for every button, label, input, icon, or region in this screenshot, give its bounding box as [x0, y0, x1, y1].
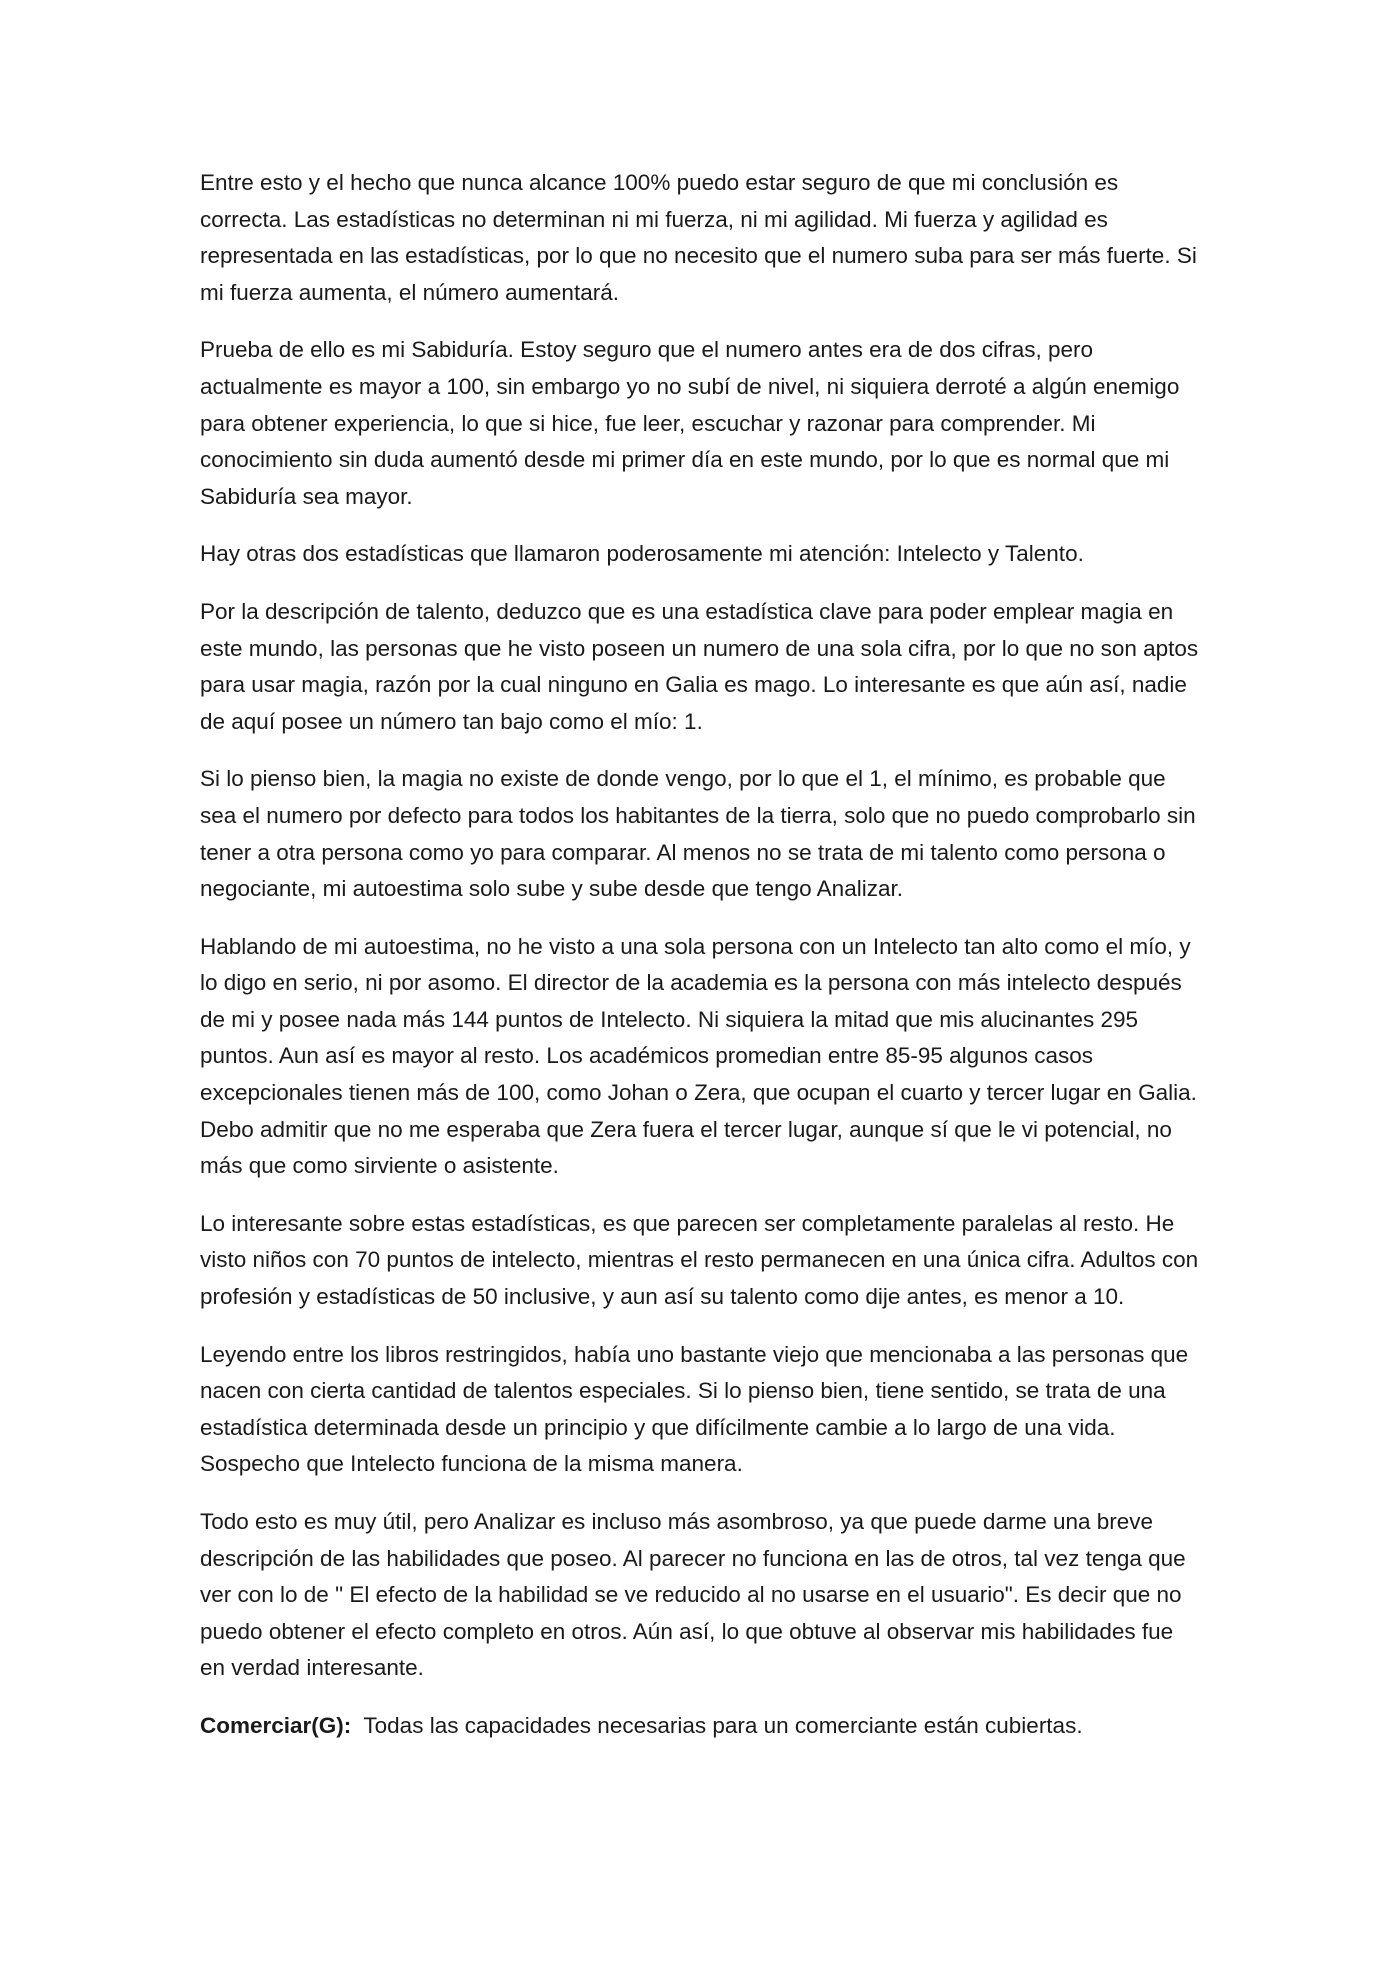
paragraph-5: Si lo pienso bien, la magia no existe de donde vengo, por lo que el 1, el mínimo, es probable que sea el numero por defecto para todos los habitantes de la tierra, solo que no puedo comprobarlo sin tener a otra persona como yo para comparar. Al menos no se trata de mi talento como persona o negociante, mi autoestima solo sube y sube desde que tengo Analizar.: [200, 766, 1196, 902]
paragraph-9: Todo esto es muy útil, pero Analizar es incluso más asombroso, ya que puede darme una breve descripción de las habilidades que poseo. Al parecer no funciona en las de otros, tal vez tenga que ver con lo de " El efecto de la habilidad se ve reducido al no usarse en el usuario". Es decir que no puedo obtener el efecto completo en otros. Aún así, lo que obtuve al observar mis habilidades fue en verdad interesante.: [200, 1509, 1186, 1681]
paragraph-2: Prueba de ello es mi Sabiduría. Estoy seguro que el numero antes era de dos cifras, pero actualmente es mayor a 100, sin embargo yo no subí de nivel, ni siquiera derroté a algún enemigo para obtener experiencia, lo que si hice, fue leer, escuchar y razonar para comprender. Mi conocimiento sin duda aumentó desde mi primer día en este mundo, por lo que es normal que mi Sabiduría sea mayor.: [200, 337, 1180, 509]
document-body: [200, 165, 1200, 1766]
paragraph-6: Hablando de mi autoestima, no he visto a una sola persona con un Intelecto tan alto como el mío, y lo digo en serio, ni por asomo. El director de la academia es la persona con más intelecto después de mi y posee nada más 144 puntos de Intelecto. Ni siquiera la mitad que mis alucinantes 295 puntos. Aun así es mayor al resto. Los académicos promedian entre 85-95 algunos casos excepcionales tienen más de 100, como Johan o Zera, que ocupan el cuarto y tercer lugar en Galia. Debo admitir que no me esperaba que Zera fuera el tercer lugar, aunque sí que le vi potencial, no más que como sirviente o asistente.: [200, 933, 1197, 1179]
skill-name: Comerciar(G):: [200, 1712, 352, 1738]
paragraph-8: Leyendo entre los libros restringidos, había uno bastante viejo que mencionaba a las personas que nacen con cierta cantidad de talentos especiales. Si lo pienso bien, tiene sentido, se trata de una estadística determinada desde un principio y que difícilmente cambie a lo largo de una vida. Sospecho que Intelecto funciona de la misma manera.: [200, 1341, 1189, 1477]
skill-description: Todas las capacidades necesarias para un comerciante están cubiertas.: [363, 1712, 1083, 1738]
paragraph-3: Hay otras dos estadísticas que llamaron poderosamente mi atención: Intelecto y Talento.: [200, 541, 1084, 567]
paragraph-1: Entre esto y el hecho que nunca alcance 100% puedo estar seguro de que mi conclusión es correcta. Las estadísticas no determinan ni mi fuerza, ni mi agilidad. Mi fuerza y agilidad es representada en las estadísticas, por lo que no necesito que el numero suba para ser más fuerte. Si mi fuerza aumenta, el número aumentará.: [200, 170, 1197, 305]
paragraph-4: Por la descripción de talento, deduzco que es una estadística clave para poder emplear magia en este mundo, las personas que he visto poseen un numero de una sola cifra, por lo que no son aptos para usar magia, razón por la cual ninguno en Galia es mago. Lo interesante es que aún así, nadie de aquí posee un número tan bajo como el mío: 1.: [200, 598, 1199, 734]
skill-entry: [200, 1708, 1200, 1745]
paragraph-7: Lo interesante sobre estas estadísticas, es que parecen ser completamente paralelas al resto. He visto niños con 70 puntos de intelecto, mientras el resto permanecen en una única cifra. Adultos con profesión y estadísticas de 50 inclusive, y aun así su talento como dije antes, es menor a 10.: [200, 1210, 1199, 1310]
